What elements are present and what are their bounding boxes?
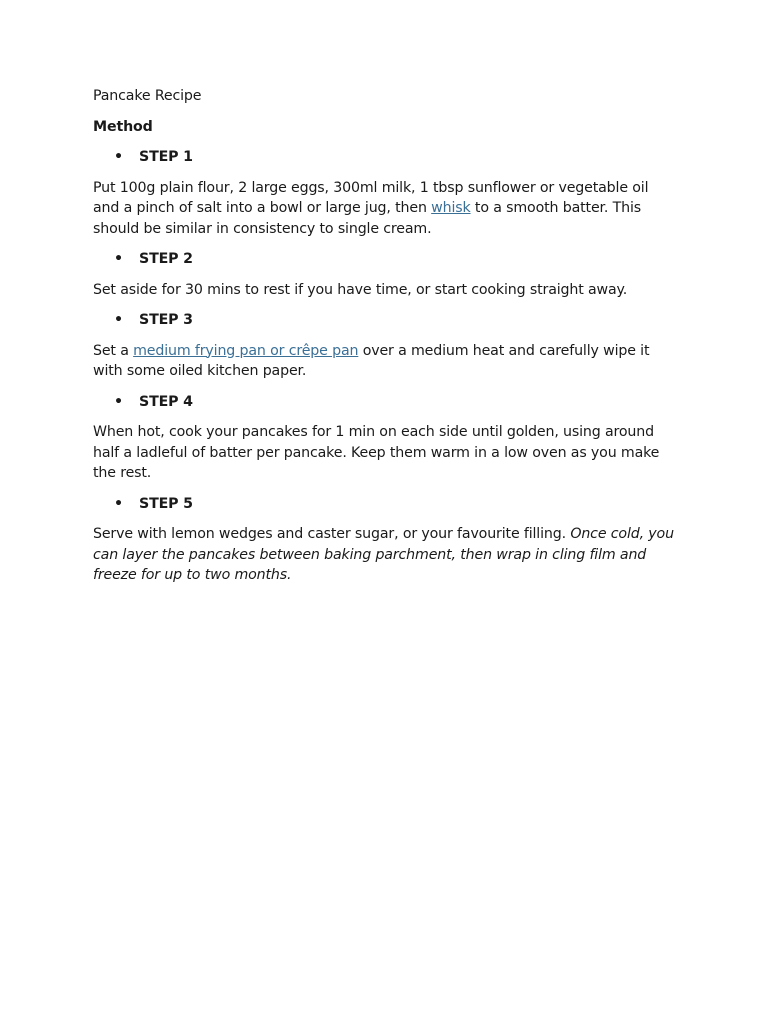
- step-3-text: Set a medium frying pan or crêpe pan over a medium heat and carefully wipe it with some oiled kitchen paper.: [93, 342, 650, 379]
- document-title: Pancake Recipe: [93, 88, 202, 104]
- step-3-list: [93, 310, 678, 331]
- document-page: [93, 86, 678, 596]
- step-5-list: [93, 494, 678, 515]
- step-5-label: • STEP 5: [93, 494, 678, 515]
- step-1-text: Put 100g plain flour, 2 large eggs, 300ml milk, 1 tbsp sunflower or vegetable oil and a pinch of salt into a bowl or large jug, then whisk to a smooth batter. This should be similar in consistency to single cream.: [93, 179, 649, 237]
- step-2-label: • STEP 2: [93, 249, 678, 270]
- step-1-label: • STEP 1: [93, 147, 678, 168]
- whisk-link[interactable]: whisk: [431, 200, 471, 216]
- bullet-icon: •: [114, 312, 123, 328]
- step-2-list: [93, 249, 678, 270]
- step-3-label: • STEP 3: [93, 310, 678, 331]
- frying-pan-link[interactable]: medium frying pan or crêpe pan: [133, 342, 359, 359]
- step-2-text: Set aside for 30 mins to rest if you have time, or start cooking straight away.: [93, 281, 628, 298]
- method-heading: Method: [93, 118, 153, 135]
- bullet-icon: •: [114, 149, 123, 165]
- step-5-text: Serve with lemon wedges and caster sugar, or your favourite filling. Once cold, you can layer the pancakes between baking parchment, then wrap in cling film and freeze for up to two months.: [93, 526, 674, 583]
- bullet-icon: •: [114, 393, 123, 410]
- step-4-text: When hot, cook your pancakes for 1 min on each side until golden, using around half a ladleful of batter per pancake. Keep them warm in a low oven as you make the rest.: [93, 424, 660, 481]
- bullet-icon: •: [114, 495, 123, 512]
- step-1-list: [93, 147, 678, 168]
- bullet-icon: •: [114, 251, 123, 267]
- step-4-label: • STEP 4: [93, 392, 678, 413]
- freezing-note: Once cold, you can layer the pancakes between baking parchment, then wrap in cling film and freeze for up to two months.: [93, 526, 674, 583]
- step-4-list: [93, 392, 678, 413]
